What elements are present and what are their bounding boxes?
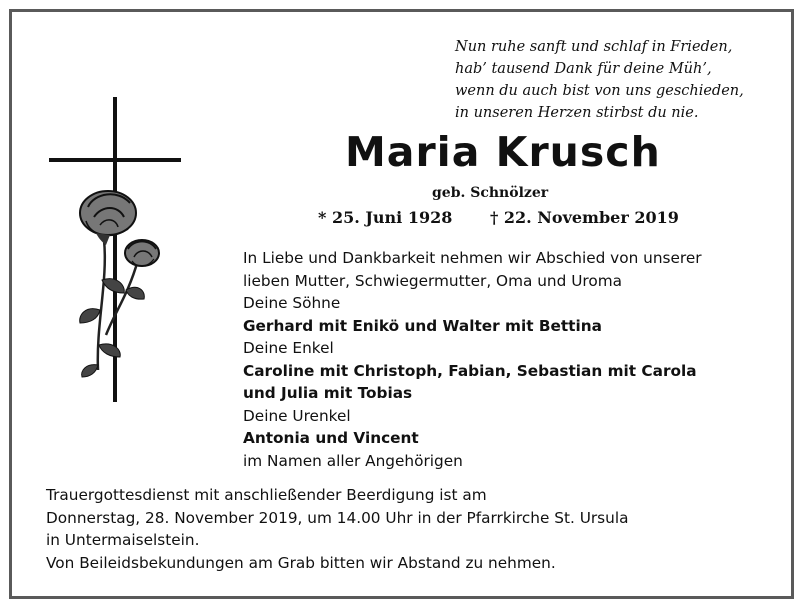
service-line: Von Beileidsbekundungen am Grab bitten wir Abstand zu nehmen. [46,553,556,572]
intro-line: lieben Mutter, Schwiegermutter, Oma und Uroma [243,271,622,290]
great-grandchildren-names: Antonia und Vincent [243,429,419,447]
cross-with-roses-icon [46,95,186,405]
poem [455,36,744,124]
sons-label: Deine Söhne [243,294,341,312]
deceased-name: Maria Krusch [345,128,661,176]
grandchildren-names: und Julia mit Tobias [243,384,413,402]
sons-names: Gerhard mit Enikö und Walter mit Bettina [243,316,602,335]
closing-line: im Namen aller Angehörigen [243,451,463,470]
maiden-name: geb. Schnölzer [432,185,549,201]
death-date: † 22. November 2019 [489,208,679,227]
poem-line: wenn du auch bist von uns geschieden, [455,83,744,99]
poem-line: in unseren Herzen stirbst du nie. [455,105,699,121]
life-dates [318,208,679,227]
service-line: Trauergottesdienst mit anschließender Beerdigung ist am [46,486,487,504]
poem-line: Nun ruhe sanft und schlaf in Frieden, [455,39,733,55]
mourners-block [243,247,702,472]
grandchildren-label: Deine Enkel [243,339,334,357]
poem-line: hab’ tausend Dank für deine Müh’, [455,61,712,77]
grandchildren-names: Caroline mit Christoph, Fabian, Sebastian mit Carola [243,361,697,380]
service-line: in Untermaiselstein. [46,531,200,549]
birth-date: * 25. Juni 1928 [318,208,453,227]
service-line: Donnerstag, 28. November 2019, um 14.00 Uhr in der Pfarrkirche St. Ursula [46,508,629,527]
service-info [46,484,628,574]
intro-line: In Liebe und Dankbarkeit nehmen wir Abschied von unserer [243,249,702,267]
great-grandchildren-label: Deine Urenkel [243,406,351,425]
